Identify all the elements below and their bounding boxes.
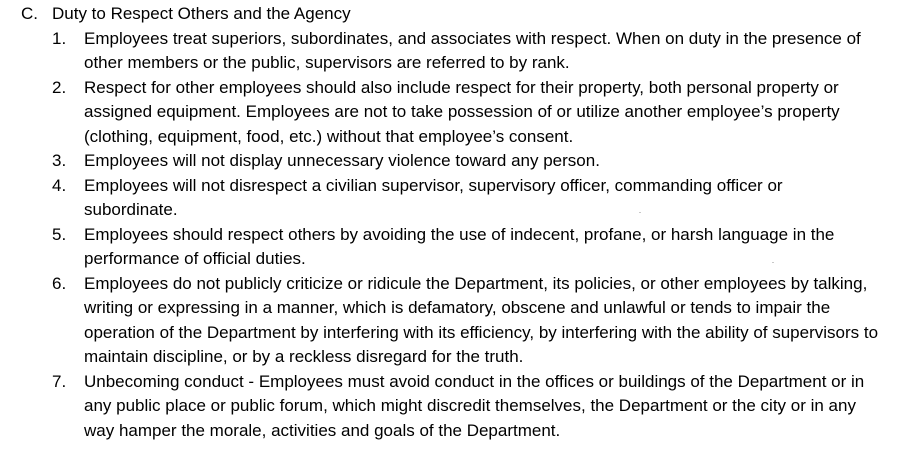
- list-item-number: 4.: [52, 175, 67, 195]
- list-item-number: 6.: [52, 273, 67, 293]
- list-item-number: 3.: [52, 151, 67, 170]
- list-item: [0, 272, 920, 370]
- scan-speck: [772, 262, 774, 263]
- list-item-text: Unbecoming conduct - Employees must avoid conduct in the offices or buildings of the Department or in any public place or public forum, which might discredit themselves, the Department or the city or in any way hamper the morale, activities and goals of the Department.: [84, 371, 865, 440]
- list-item-text: Employees will not disrespect a civilian supervisor, supervisory officer, commanding officer or subordinate.: [84, 175, 783, 219]
- list-item: [0, 370, 920, 444]
- numbered-list: [0, 27, 920, 444]
- list-item-number: 5.: [52, 224, 67, 244]
- list-item-text: Employees should respect others by avoiding the use of indecent, profane, or harsh language in the performance of official duties.: [84, 224, 835, 268]
- section-heading: [0, 2, 920, 27]
- list-item: [0, 76, 920, 150]
- list-item-text: Employees will not display unnecessary violence toward any person.: [84, 151, 600, 170]
- list-item-text: Employees treat superiors, subordinates, and associates with respect. When on duty in the presence of other members or the public, supervisors are referred to by rank.: [84, 28, 861, 72]
- scan-speck: [639, 212, 641, 213]
- document-page: [0, 2, 920, 443]
- list-item: [0, 223, 920, 272]
- list-item-number: 2.: [52, 77, 67, 97]
- list-item: [0, 27, 920, 76]
- section-title: Duty to Respect Others and the Agency: [52, 4, 351, 23]
- list-item: [0, 149, 920, 174]
- list-item-number: 7.: [52, 371, 67, 391]
- list-item: [0, 174, 920, 223]
- section-letter: C.: [21, 4, 38, 23]
- list-item-text: Respect for other employees should also include respect for their property, both personal property or assigned equipment. Employees are not to take possession of or utilize another employee’s property (clothing, equipment, food, etc.) without that employee’s consent.: [84, 77, 840, 146]
- list-item-number: 1.: [52, 28, 67, 48]
- list-item-text: Employees do not publicly criticize or ridicule the Department, its policies, or other employees by talking, writing or expressing in a manner, which is defamatory, obscene and unlawful or tends to impair the operation of the Department by interfering with its efficiency, by interfering with the ability of supervisors to maintain discipline, or by a reckless disregard for the truth.: [84, 273, 879, 366]
